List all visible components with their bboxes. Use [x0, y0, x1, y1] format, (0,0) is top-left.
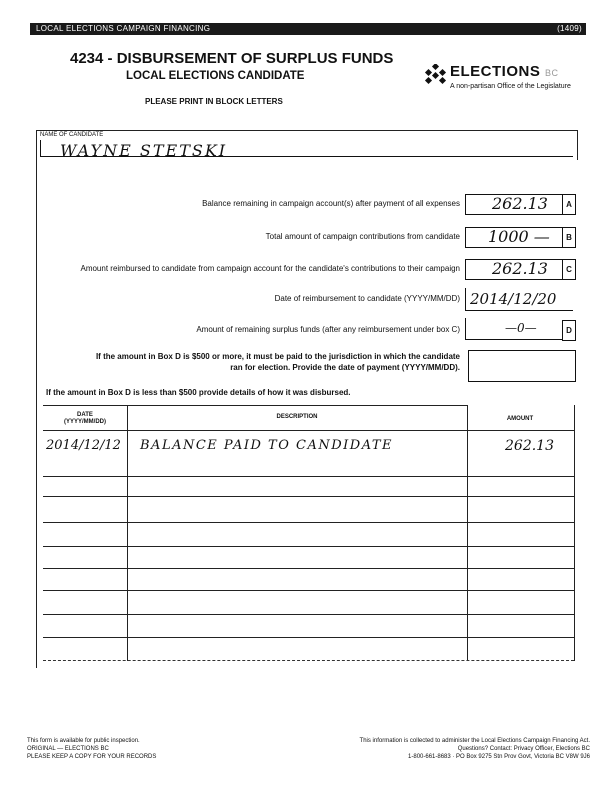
form-subtitle: LOCAL ELECTIONS CANDIDATE [126, 70, 305, 82]
table-row-line-2 [43, 496, 574, 497]
table-right-border [574, 405, 575, 661]
over-500-note-line1: If the amount in Box D is $500 or more, it must be paid to the jurisdiction in which the candidate [95, 352, 460, 361]
form-top-border [36, 130, 577, 131]
field-d-letter: D [562, 320, 576, 341]
field-a-label: Balance remaining in campaign account(s) after payment of all expenses [202, 199, 460, 208]
field-d-label: Amount of remaining surplus funds (after any reimbursement under box C) [196, 325, 460, 334]
footer-address: 1-800-661-8683 · PO Box 9275 Stn Prov Govt, Victoria BC V8W 9J6 [408, 754, 590, 760]
reimbursement-date-label: Date of reimbursement to candidate (YYYY/MM/DD) [274, 294, 460, 303]
table-row-1-amount: 262.13 [505, 438, 554, 454]
footer-contact: Questions? Contact: Privacy Officer, Elections BC [457, 746, 590, 752]
field-c-value: 262.13 [492, 259, 548, 278]
logo-wordmark [450, 63, 559, 80]
table-bottom-border [43, 660, 574, 661]
table-header-amount: AMOUNT [506, 416, 534, 422]
table-header-description: DESCRIPTION [276, 414, 318, 420]
table-top-border [43, 405, 467, 406]
candidate-name-label: NAME OF CANDIDATE [40, 132, 104, 138]
field-b-label: Total amount of campaign contributions from candidate [265, 232, 460, 241]
table-row-line-3 [43, 522, 574, 523]
reimbursement-date-value: 2014/12/20 [470, 290, 557, 308]
form-right-border-top [577, 130, 578, 160]
under-500-note: If the amount in Box D is less than $500 provide details of how it was disbursed. [46, 388, 351, 397]
candidate-name-value: WAYNE STETSKI [60, 141, 228, 160]
form-top-bar [30, 23, 586, 35]
logo-word: ELECTIONS [450, 63, 541, 80]
field-a-value: 262.13 [492, 194, 548, 213]
form-series-label: LOCAL ELECTIONS CAMPAIGN FINANCING [36, 24, 211, 33]
form-revision-label: (1409) [557, 24, 582, 33]
form-left-border [36, 130, 37, 668]
field-a-letter: A [562, 194, 576, 215]
over-500-note-line2: ran for election. Provide the date of payment (YYYY/MM/DD). [230, 363, 460, 372]
footer-collection-notice: This information is collected to administer the Local Elections Campaign Financing Act. [359, 738, 590, 744]
footer-original-copy: ORIGINAL — ELECTIONS BC [27, 746, 109, 752]
table-row-line-4 [43, 546, 574, 547]
table-row-line-6 [43, 590, 574, 591]
table-header-divider [43, 430, 574, 431]
table-header-date-format: (YYYY/MM/DD) [64, 419, 106, 425]
footer-public-inspection: This form is available for public inspection. [27, 738, 140, 744]
elections-bc-logo-icon [424, 64, 448, 86]
table-col-divider-1 [127, 405, 128, 661]
table-col-divider-2 [467, 405, 468, 661]
table-row-1-date: 2014/12/12 [46, 438, 121, 453]
field-c-label: Amount reimbursed to candidate from campaign account for the candidate's contributions to their campaign [80, 264, 460, 273]
table-row-line-7 [43, 614, 574, 615]
print-instruction: PLEASE PRINT IN BLOCK LETTERS [145, 97, 283, 106]
table-row-line-1 [43, 476, 574, 477]
jurisdiction-payment-date-field[interactable] [468, 350, 576, 382]
logo-tagline: A non-partisan Office of the Legislature [450, 83, 571, 90]
logo-bc: BC [545, 68, 559, 78]
footer-keep-copy: PLEASE KEEP A COPY FOR YOUR RECORDS [27, 754, 157, 760]
table-row-line-5 [43, 568, 574, 569]
form-title: 4234 - DISBURSEMENT OF SURPLUS FUNDS [70, 50, 394, 67]
field-b-letter: B [562, 227, 576, 248]
table-row-1-description: BALANCE PAID TO CANDIDATE [140, 438, 394, 453]
field-c-letter: C [562, 259, 576, 280]
field-b-value: 1000 — [488, 227, 550, 246]
table-row-line-8 [43, 637, 574, 638]
table-header-date: DATE [77, 412, 93, 418]
field-d-value: —0— [505, 321, 537, 335]
